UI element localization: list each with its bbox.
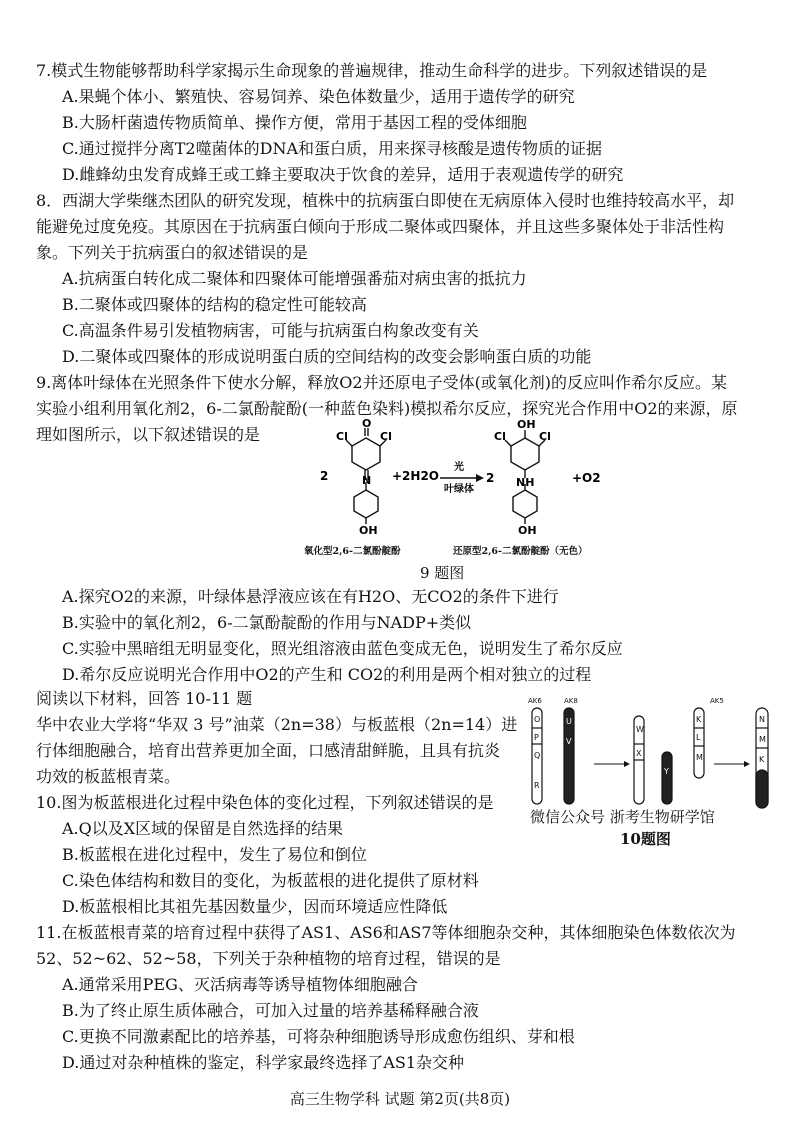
final-band-m: M [759, 735, 766, 744]
material-intro: 阅读以下材料，回答 10-11 题 [36, 689, 253, 708]
q9-stem-line3: 理如图所示，以下叙述错误的是 [36, 425, 261, 444]
left-n-label: N [362, 474, 372, 487]
q9-option-c: C.实验中黑暗组无明显变化，照光组溶液由蓝色变成无色，说明发生了希尔反应 [62, 639, 623, 658]
reaction-arrow-head [476, 474, 484, 482]
q11-option-b: B.为了终止原生质体融合，可加入过量的培养基稀释融合液 [62, 1001, 479, 1020]
band-v: V [566, 737, 572, 746]
band-o: O [534, 715, 541, 724]
q11-option-c: C.更换不同激素配比的培养基，可将杂种细胞诱导形成愈伤组织、芽和根 [62, 1027, 575, 1046]
reduced-dcpip-label: 还原型2,6-二氯酚靛酚（无色） [453, 546, 588, 557]
chloroplast-condition: 叶绿体 [444, 484, 474, 495]
q8-option-a: A.抗病蛋白转化成二聚体和四聚体可能增强番茄对病虫害的抵抗力 [62, 269, 527, 288]
q10-option-c: C.染色体结构和数目的变化，为板蓝根的进化提供了原材料 [62, 871, 479, 890]
q8-option-b: B.二聚体或四聚体的结构的稳定性可能较高 [62, 295, 367, 314]
q8-stem-line2: 能避免过度免疫。其原因在于抗病蛋白倾向于形成二聚体或四聚体，并且这些多聚体处于非活性构 [36, 217, 725, 236]
chromosome-evolution-figure [520, 694, 782, 814]
q11-stem-line1: 11.在板蓝根青菜的培育过程中获得了AS1、AS6和AS7等体细胞杂交种，其体细胞染色体数依次为 [36, 923, 736, 942]
q10-stem: 10.图为板蓝根进化过程中染色体的变化过程，下列叙述错误的是 [36, 793, 494, 812]
q9-option-d: D.希尔反应说明光合作用中O2的产生和 CO2的利用是两个相对独立的过程 [62, 665, 592, 684]
material-line3: 功效的板蓝根青菜。 [36, 767, 181, 786]
label-ak8: AK8 [564, 697, 578, 705]
q8-option-c: C.高温条件易引发植物病害，可能与抗病蛋白构象改变有关 [62, 321, 479, 340]
q8-stem-line1: 8．西湖大学柴继杰团队的研究发现，植株中的抗病蛋白即使在无病原体入侵时也维持较高水平，却 [36, 191, 735, 210]
hill-reaction-figure [280, 418, 610, 546]
band-u: U [566, 717, 572, 726]
band-k: K [696, 715, 702, 724]
q8-stem-line3: 象。下列关于抗病蛋白的叙述错误的是 [36, 243, 309, 262]
watermark-text: 微信公众号 浙考生物研学馆 [530, 808, 715, 826]
left-cl-left-label: Cl [336, 430, 348, 443]
oxidized-dcpip-label: 氧化型2,6-二氯酚靛酚 [304, 546, 401, 557]
band-p: P [534, 733, 539, 742]
material-line2: 行体细胞融合，培育出营养更加全面，口感清甜鲜脆，且具有抗炎 [36, 741, 501, 760]
q7-option-c: C.通过搅拌分离T2噬菌体的DNA和蛋白质，用来探寻核酸是遗传物质的证据 [62, 139, 602, 158]
evolution-arrow-1-head [624, 761, 630, 767]
band-w: W [636, 725, 644, 734]
q9-option-b: B.实验中的氧化剂2，6-二氯酚靛酚的作用与NADP+类似 [62, 613, 472, 632]
final-band-n: N [759, 715, 765, 724]
evolution-arrow-2-head [744, 761, 750, 767]
band-x: X [636, 749, 642, 758]
light-condition: 光 [454, 462, 464, 473]
q11-option-d: D.通过对杂种植株的鉴定，科学家最终选择了AS1杂交种 [62, 1053, 465, 1072]
left-oh-label: OH [359, 524, 378, 537]
label-ak6: AK6 [528, 697, 542, 705]
q9-option-a: A.探究O2的来源，叶绿体悬浮液应该在有H2O、无CO2的条件下进行 [62, 587, 559, 606]
q7-option-a: A.果蝇个体小、繁殖快、容易饲养、染色体数量少，适用于遗传学的研究 [62, 87, 575, 106]
right-cl-left-label: Cl [494, 430, 506, 443]
q7-option-d: D.雌蜂幼虫发育成蜂王或工蜂主要取决于饮食的差异，适用于表观遗传学的研究 [62, 165, 624, 184]
q7-stem: 7.模式生物能够帮助科学家揭示生命现象的普遍规律，推动生命科学的进步。下列叙述错误的是 [36, 61, 708, 80]
q9-figure-caption: 9 题图 [420, 564, 465, 582]
label-ak5: AK5 [710, 697, 724, 705]
left-coefficient: 2 [320, 469, 329, 483]
band-q: Q [534, 751, 541, 760]
q9-stem-line2: 实验小组利用氧化剂2，6-二氯酚靛酚(一种蓝色染料)模拟希尔反应，探究光合作用中O2的来源，原 [36, 399, 738, 418]
final-band-k: K [759, 755, 765, 764]
material-line1: 华中农业大学将“华双 3 号”油菜（2n=38）与板蓝根（2n=14）进 [36, 715, 518, 734]
q10-option-a: A.Q以及X区域的保留是自然选择的结果 [62, 819, 344, 838]
q10-figure-caption: 10题图 [620, 830, 671, 848]
q11-option-a: A.通常采用PEG、灭活病毒等诱导植物体细胞融合 [62, 975, 418, 994]
q9-stem-line1: 9.离体叶绿体在光照条件下使水分解，释放O2并还原电子受体(或氧化剂)的反应叫作希尔反应。某 [36, 373, 728, 392]
right-cl-right-label: Cl [539, 430, 551, 443]
right-coefficient: 2 [486, 471, 495, 485]
band-m: M [696, 753, 703, 762]
q10-option-d: D.板蓝根相比其祖先基因数量少，因而环境适应性降低 [62, 897, 448, 916]
right-oh-bottom-label: OH [518, 524, 537, 537]
left-o-label: O [362, 418, 372, 430]
page-footer: 高三生物学科 试题 第2页(共8页) [289, 1090, 511, 1108]
right-oh-top-label: OH [517, 418, 536, 431]
oxygen-term: +O2 [572, 471, 601, 485]
q7-option-b: B.大肠杆菌遗传物质简单、操作方便，常用于基因工程的受体细胞 [62, 113, 527, 132]
band-l: L [696, 733, 701, 742]
chromosome-intermediate-2 [662, 752, 672, 804]
right-nh-label: NH [516, 476, 535, 489]
band-r: R [534, 781, 540, 790]
band-y: Y [664, 767, 669, 776]
left-cl-right-label: Cl [380, 430, 392, 443]
water-term: +2H2O [392, 469, 439, 483]
q10-option-b: B.板蓝根在进化过程中，发生了易位和倒位 [62, 845, 367, 864]
q11-stem-line2: 52、52~62、52~58，下列关于杂种植物的培育过程，错误的是 [36, 949, 501, 968]
q8-option-d: D.二聚体或四聚体的形成说明蛋白质的空间结构的改变会影响蛋白质的功能 [62, 347, 592, 366]
